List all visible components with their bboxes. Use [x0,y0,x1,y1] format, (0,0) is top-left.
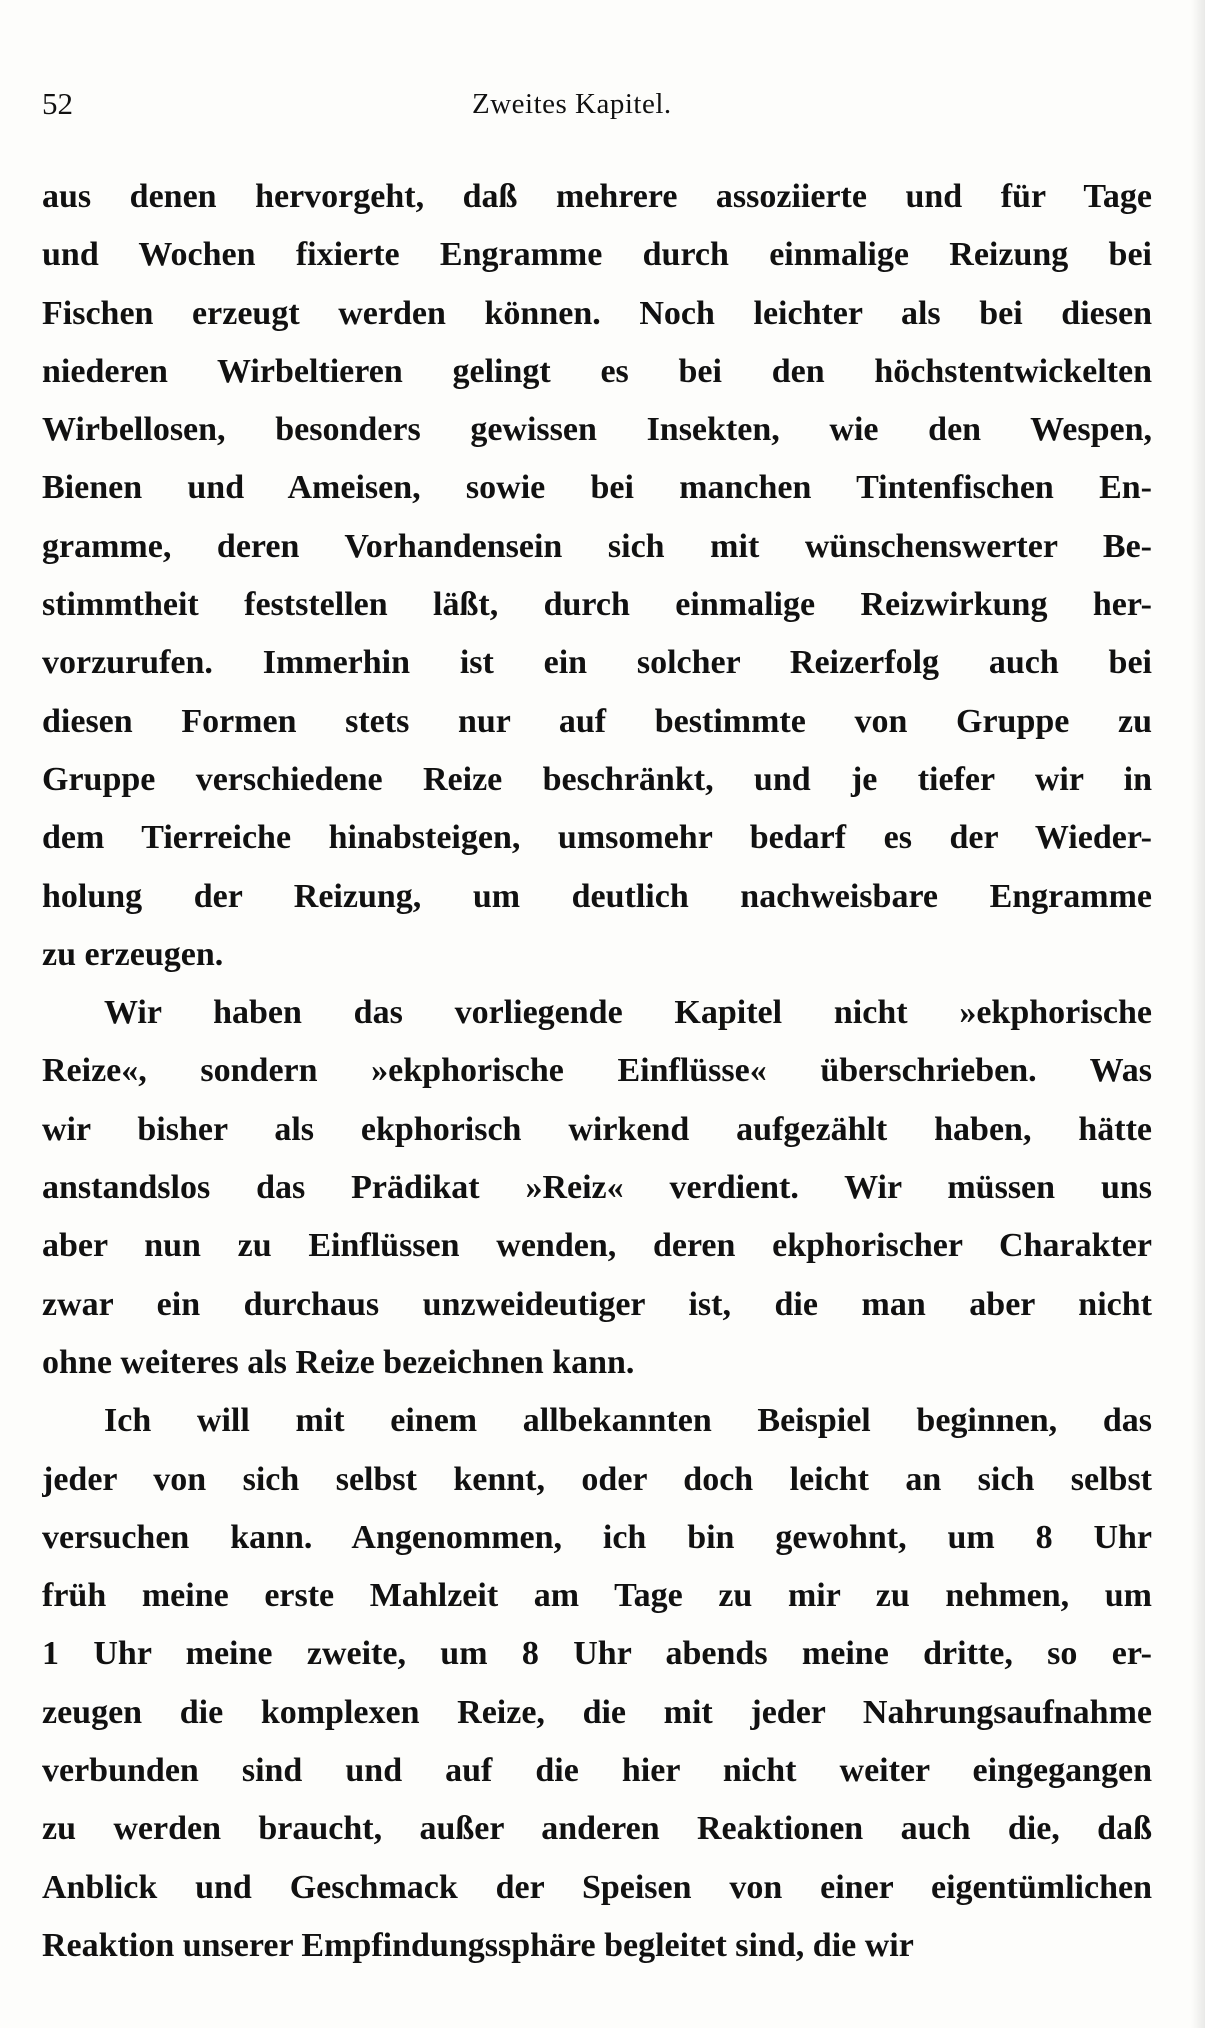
text-line: Gruppe verschiedene Reize beschränkt, und je tiefer wir in [42,760,1152,798]
text-line: Ich will mit einem allbekannten Beispiel beginnen, das [104,1402,1152,1440]
text-line: Reize«, sondern »ekphorische Einflüsse« überschrieben. Was [42,1052,1152,1090]
text-line: jeder von sich selbst kennt, oder doch leicht an sich selbst [42,1460,1152,1498]
page-edge-shadow [1191,0,1205,2028]
text-line: Anblick und Geschmack der Speisen von einer eigentümlichen [42,1868,1152,1906]
text-line: ohne weiteres als Reize bezeichnen kann. [42,1343,635,1381]
text-line: und Wochen fixierte Engramme durch einmalige Reizung bei [42,236,1152,274]
text-line: stimmtheit feststellen läßt, durch einmalige Reizwirkung her- [42,586,1152,624]
text-line: vorzurufen. Immerhin ist ein solcher Reizerfolg auch bei [42,644,1152,682]
chapter-title: Zweites Kapitel. [472,88,672,120]
text-line: anstandslos das Prädikat »Reiz« verdient. Wir müssen uns [42,1169,1152,1207]
text-line: holung der Reizung, um deutlich nachweisbare Engramme [42,877,1152,915]
text-line: dem Tierreiche hinabsteigen, umsomehr bedarf es der Wieder- [42,819,1152,857]
text-line: Wir haben das vorliegende Kapitel nicht »ekphorische [104,994,1152,1032]
text-line: aus denen hervorgeht, daß mehrere assoziierte und für Tage [42,178,1152,215]
text-line: aber nun zu Einflüssen wenden, deren ekphorischer Charakter [42,1227,1152,1265]
running-head [42,82,1156,126]
text-line: Reaktion unserer Empfindungssphäre begleitet sind, die wir [42,1926,914,1964]
text-line: gramme, deren Vorhandensein sich mit wünschenswerter Be- [42,527,1152,565]
text-line: Bienen und Ameisen, sowie bei manchen Tintenfischen En- [42,469,1152,507]
text-line: Fischen erzeugt werden können. Noch leichter als bei diesen [42,294,1152,332]
text-line: zwar ein durchaus unzweideutiger ist, die man aber nicht [42,1285,1152,1323]
text-line: niederen Wirbeltieren gelingt es bei den höchstentwickelten [42,352,1152,390]
text-line: zeugen die komplexen Reize, die mit jeder Nahrungsaufnahme [42,1693,1152,1731]
page-number: 52 [42,86,73,121]
text-line: verbunden sind und auf die hier nicht weiter eingegangen [42,1752,1152,1790]
text-line: zu werden braucht, außer anderen Reaktionen auch die, daß [42,1810,1152,1848]
text-line: früh meine erste Mahlzeit am Tage zu mir zu nehmen, um [42,1577,1152,1615]
text-line: versuchen kann. Angenommen, ich bin gewohnt, um 8 Uhr [42,1518,1152,1556]
text-line: 1 Uhr meine zweite, um 8 Uhr abends meine dritte, so er- [42,1635,1152,1673]
text-line: wir bisher als ekphorisch wirkend aufgezählt haben, hätte [42,1110,1152,1148]
body-text [42,168,1152,1975]
text-line: Wirbellosen, besonders gewissen Insekten, wie den Wespen, [42,411,1152,449]
text-line: diesen Formen stets nur auf bestimmte von Gruppe zu [42,702,1152,740]
text-line: zu erzeugen. [42,935,224,973]
